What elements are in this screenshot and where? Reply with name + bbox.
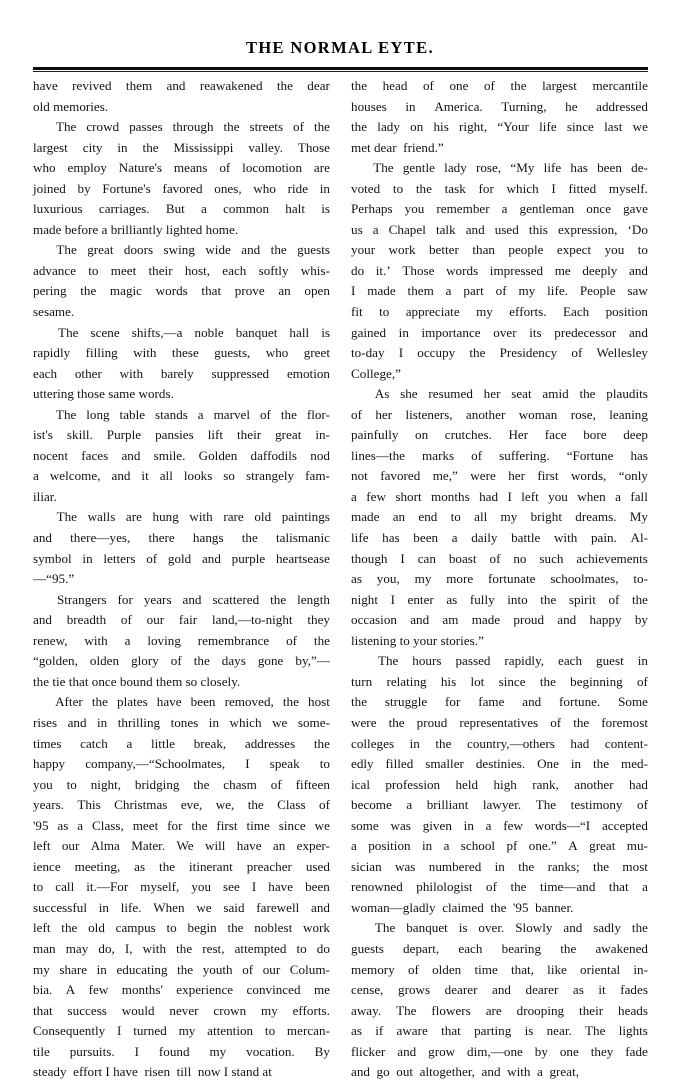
text-line: The crowd passes through the streets of the [33,117,330,138]
divider-rule-thin [33,71,648,72]
text-line: guests depart, each bearing the awakened [351,940,648,956]
text-line: become a brilliant lawyer. The testimony of [351,797,648,813]
paragraph [351,651,648,918]
text-line: As she resumed her seat amid the plaudits [351,384,648,405]
text-line: a position in a school pf one.” A great mu- [351,838,648,854]
paragraph [33,507,330,589]
text-line: a few short months had I left you when a fall [351,488,648,504]
text-line: The great doors swing wide and the guests [33,240,330,261]
text-line: though I can boast of no such achievements [351,550,648,566]
text-line: my share in educating the youth of our Colum- [33,961,330,977]
text-line: steady effort I have risen till now I stand at [33,1064,272,1080]
text-line: your work better than people expect you to [351,242,648,258]
text-line: to call it.—For myself, you see I have been [33,879,330,895]
text-line: not favored me,” were her first words, “only [351,468,648,484]
text-line: painfully on crutches. Her face bore deep [351,427,648,443]
text-line: away. The flowers are drooping their heads [351,1002,648,1018]
paragraph [33,405,330,508]
text-line: listening to your stories.” [351,632,484,648]
paragraph [33,76,330,117]
text-line: symbol in letters of gold and purple heartsease [33,550,330,566]
text-line: After the plates have been removed, the host [33,692,330,713]
paragraph-indent [33,405,46,426]
text-line: Perhaps you remember a gentleman once gave [351,201,648,217]
masthead [0,0,680,58]
text-line: occasion and am made proud and happy by [351,612,648,628]
text-line: old memories. [33,98,109,114]
text-line: do it.’ Those words impressed me deeply and [351,262,648,278]
left-column [33,76,330,1083]
text-line: met dear friend.” [351,139,444,155]
paragraph [33,692,330,1082]
text-line: College,” [351,365,401,381]
text-line: iliar. [33,488,57,504]
text-line: rapidly filling with these guests, who greet [33,345,330,361]
text-line: you to night, bridging the chasm of fifteen [33,776,330,792]
text-line: made before a brilliantly lighted home. [33,221,239,237]
text-line: turn relating his lot since the beginning of [351,673,648,689]
text-line: renew, with a loving remembrance of the [33,632,330,648]
text-line: times catch a little break, addresses the [33,735,330,751]
paragraph-indent [33,590,46,611]
paragraph-indent [351,918,364,939]
text-line: ience meeting, as the itinerant preacher used [33,858,330,874]
text-line: sesame. [33,304,75,320]
paragraph [351,76,648,158]
text-line: colleges in the country,—others had content- [351,735,648,751]
masthead-divider [33,58,648,72]
text-line: successful in life. When we said farewell and [33,899,330,915]
text-line: were the proud representatives of the foremost [351,714,648,730]
paragraph [351,384,648,651]
text-line: gained in importance over its predecessor and [351,324,648,340]
text-line: '95 as a Class, meet for the first time since we [33,817,330,833]
text-line: The long table stands a marvel of the flor- [33,405,330,426]
paragraph-indent [33,507,46,528]
text-line: as you, my more fortunate schoolmates, to- [351,571,648,587]
text-line: as if aware that parting is near. The lights [351,1023,648,1039]
text-line: the tie that once bound them so closely. [33,673,241,689]
text-line: life has been a daily battle with pain. Al- [351,530,648,546]
text-line: cense, grows dearer and dearer as it fades [351,982,648,998]
divider-rule-thick [33,67,648,70]
text-line: man may do, I, with the rest, attempted to do [33,940,330,956]
text-line: renowned philologist of the time—and that a [351,879,648,895]
text-line: pering the magic words that prove an open [33,283,330,299]
text-line: woman—gladly claimed the '95 banner. [351,899,574,915]
text-line: flicker and grow dim,—one by one they fade [351,1043,648,1059]
text-line: years. This Christmas eve, we, the Class of [33,797,330,813]
paragraph [33,590,330,693]
text-line: some was given in a few words—“I accepted [351,817,648,833]
text-line: luxurious carriages. But a common halt is [33,201,330,217]
text-line: edly filled smaller destinies. One in the med- [351,756,648,772]
text-line: Strangers for years and scattered the length [33,590,330,611]
text-line: and there—yes, there hangs the talismanic [33,530,330,546]
paragraph [351,918,648,1082]
text-line: The walls are hung with rare old paintings [33,507,330,528]
text-line: “golden, olden glory of the days gone by,”— [33,653,330,669]
text-line: a welcome, and it all looks so strangely fam- [33,468,330,484]
article-body [33,76,648,1083]
text-line: the head of one of the largest mercantile [351,78,648,93]
text-line: to-day I occupy the Presidency of Wellesley [351,345,648,361]
text-line: night I enter as fully into the spirit of the [351,591,648,607]
paragraph-indent [351,158,364,179]
paragraph-indent [351,384,364,405]
text-line: and breadth of our fair land,—to-night they [33,612,330,628]
text-line: voted to the task for which I fitted myself. [351,180,648,196]
paragraph [33,117,330,240]
text-line: who employ Nature's means of locomotion are [33,160,330,176]
text-line: have revived them and reawakened the dear [33,78,330,93]
text-line: left our Alma Mater. We will have an exper- [33,838,330,854]
paragraph [33,240,330,322]
page-title: THE NORMAL EYTE. [245,38,434,57]
paragraph-indent [351,651,364,672]
text-line: and go out altogether, and with a great, [351,1064,580,1080]
text-line: left the old campus to begin the noblest work [33,920,330,936]
text-line: houses in America. Turning, he addressed [351,98,648,114]
text-line: Consequently I turned my attention to mercan- [33,1023,330,1039]
text-line: fit to appreciate my efforts. Each position [351,304,648,320]
text-line: happy company,—“Schoolmates, I speak to [33,756,330,772]
text-line: that success would never crown my efforts. [33,1002,330,1018]
text-line: lines—the marks of suffering. “Fortune has [351,447,648,463]
right-column [351,76,648,1083]
text-line: each other with barely suppressed emotion [33,365,330,381]
text-line: ical profession held high rank, another had [351,776,648,792]
text-line: sician was numbered in the ranks; the most [351,858,648,874]
text-line: tile pursuits. I found my vocation. By [33,1043,330,1059]
text-line: bia. A few months' experience convinced me [33,982,330,998]
text-line: largest city in the Mississippi valley. Those [33,139,330,155]
paragraph-indent [33,240,46,261]
text-line: —“95.” [33,571,75,587]
text-line: The gentle lady rose, “My life has been de- [351,158,648,179]
text-line: joined by Fortune's favored ones, who ride in [33,180,330,196]
text-line: the struggle for fame and fortune. Some [351,694,648,710]
paragraph-indent [33,117,46,138]
paragraph-indent [33,323,46,344]
text-line: I made them a part of my life. People saw [351,283,648,299]
text-line: advance to meet their host, each softly whis- [33,262,330,278]
text-line: the lady on his right, “Your life since last we [351,119,648,135]
text-line: The banquet is over. Slowly and sadly the [351,918,648,939]
text-line: uttering those same words. [33,386,174,402]
text-line: The scene shifts,—a noble banquet hall is [33,323,330,344]
paragraph [351,158,648,384]
text-line: us a Chapel talk and used this expression, ‘Do [351,221,648,237]
text-line: ist's skill. Purple pansies lift their great in- [33,427,330,443]
text-line: of her listeners, another woman rose, leaning [351,406,648,422]
paragraph [33,323,330,405]
text-line: memory of olden time that, like oriental in- [351,961,648,977]
paragraph-indent [33,692,46,713]
text-line: rises and in thrilling tones in which we some- [33,714,330,730]
text-line: made an end to all my bright dreams. My [351,509,648,525]
text-line: nocent faces and smile. Golden daffodils nod [33,447,330,463]
text-line: The hours passed rapidly, each guest in [351,651,648,672]
